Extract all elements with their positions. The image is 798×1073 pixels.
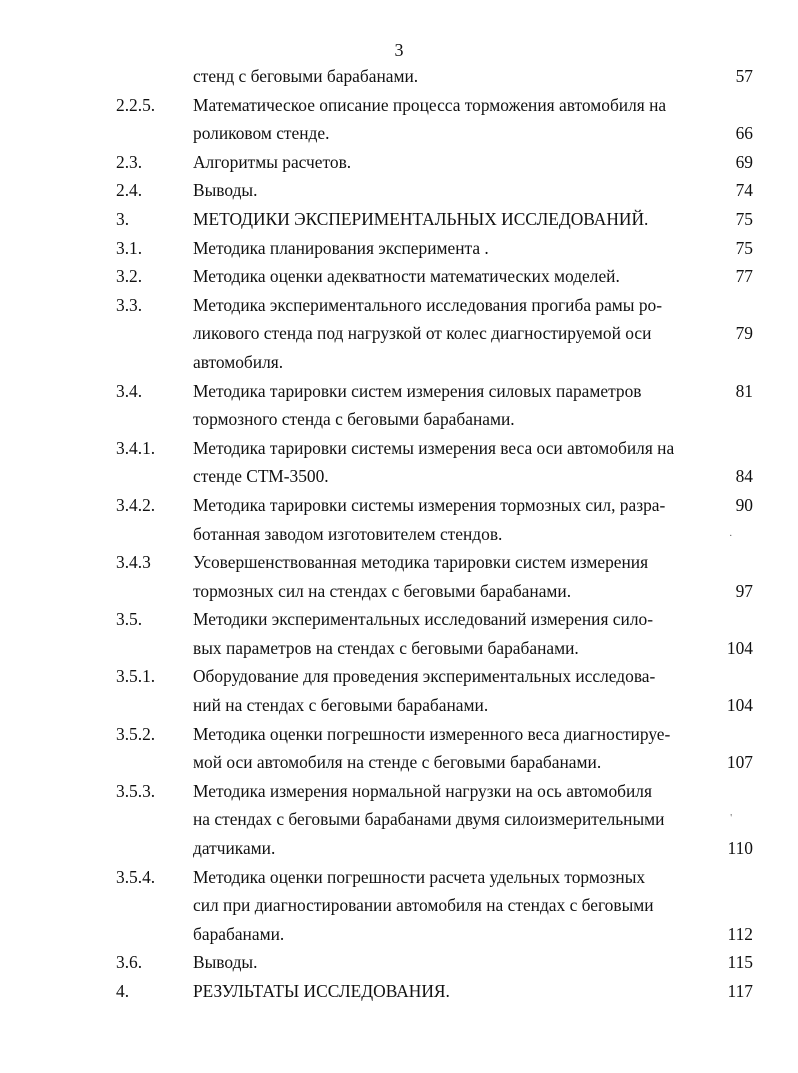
section-title: Оборудование для проведения экспериментальных исследова-	[193, 666, 656, 687]
toc-line	[0, 520, 798, 549]
page-reference: 69	[735, 151, 753, 172]
toc-line	[0, 920, 798, 949]
toc-line	[0, 62, 798, 91]
section-title: ликового стенда под нагрузкой от колес диагностируемой оси	[193, 323, 652, 344]
toc-line	[0, 434, 798, 463]
page-reference: 110	[727, 838, 753, 859]
page-reference: 75	[735, 237, 753, 258]
stray-mark: '	[730, 813, 732, 825]
toc-line	[0, 462, 798, 491]
toc-line	[0, 205, 798, 234]
toc-line	[0, 605, 798, 634]
section-title: ний на стендах с беговыми барабанами.	[193, 695, 489, 716]
section-number: 2.2.5.	[116, 94, 156, 115]
toc-line	[0, 634, 798, 663]
section-number: 3.6.	[116, 952, 143, 973]
toc-line	[0, 834, 798, 863]
section-title: Методика оценки погрешности измеренного веса диагностируе-	[193, 723, 671, 744]
page-reference: 112	[727, 923, 753, 944]
toc-line	[0, 377, 798, 406]
page-reference: 90	[735, 494, 753, 515]
page-reference: 81	[735, 380, 753, 401]
section-number: 3.5.4.	[116, 866, 156, 887]
toc-line	[0, 91, 798, 120]
toc-line	[0, 148, 798, 177]
page-reference: 74	[735, 180, 753, 201]
page-reference: 107	[726, 752, 753, 773]
section-number: 3.3.	[116, 294, 143, 315]
section-title: роликовом стенде.	[193, 123, 330, 144]
section-title: РЕЗУЛЬТАТЫ ИССЛЕДОВАНИЯ.	[193, 981, 450, 1001]
toc-line	[0, 805, 798, 834]
section-title: Методика планирования эксперимента .	[193, 237, 489, 258]
section-number: 3.4.2.	[116, 494, 156, 515]
section-number: 3.5.1.	[116, 666, 156, 687]
toc-line	[0, 691, 798, 720]
page-reference: 57	[735, 66, 753, 86]
section-title: Методика измерения нормальной нагрузки на ось автомобиля	[193, 780, 652, 801]
section-title: тормозных сил на стендах с беговыми барабанами.	[193, 580, 572, 601]
toc-line	[0, 720, 798, 749]
section-title: стенде СТМ-3500.	[193, 466, 329, 487]
stray-mark: .	[729, 527, 732, 539]
section-title: на стендах с беговыми барабанами двумя силоизмерительными	[193, 809, 665, 830]
toc-line	[0, 548, 798, 577]
toc-line	[0, 405, 798, 434]
section-title: мой оси автомобиля на стенде с беговыми барабанами.	[193, 752, 602, 773]
page-reference: 117	[727, 981, 753, 1001]
section-title: Методики экспериментальных исследований измерения сило-	[193, 609, 654, 630]
section-title: датчиками.	[193, 838, 276, 859]
toc-line	[0, 319, 798, 348]
section-title: ботанная заводом изготовителем стендов.	[193, 523, 503, 544]
section-number: 3.	[116, 208, 130, 229]
page-reference: 97	[735, 580, 753, 601]
page-reference: 79	[735, 323, 753, 344]
section-number: 3.5.2.	[116, 723, 156, 744]
page-reference: 66	[735, 123, 753, 144]
section-number: 3.2.	[116, 266, 143, 287]
toc-line	[0, 291, 798, 320]
section-title: МЕТОДИКИ ЭКСПЕРИМЕНТАЛЬНЫХ ИССЛЕДОВАНИЙ.	[193, 208, 649, 229]
section-number: 2.3.	[116, 151, 143, 172]
section-title: вых параметров на стендах с беговыми барабанами.	[193, 637, 579, 658]
toc-line	[0, 119, 798, 148]
toc-line	[0, 262, 798, 291]
section-title: автомобиля.	[193, 351, 284, 372]
section-title: Выводы.	[193, 952, 258, 973]
section-title: Методика экспериментального исследования прогиба рамы ро-	[193, 294, 663, 315]
section-title: Алгоритмы расчетов.	[193, 151, 352, 172]
section-number: 2.4.	[116, 180, 143, 201]
section-number: 3.4.	[116, 380, 143, 401]
toc-line	[0, 948, 798, 977]
toc-line	[0, 777, 798, 806]
section-title: Методика оценки погрешности расчета удельных тормозных	[193, 866, 646, 887]
section-number: 3.5.	[116, 609, 143, 630]
section-number: 3.1.	[116, 237, 143, 258]
toc-line	[0, 577, 798, 606]
section-title: стенд с беговыми барабанами.	[193, 66, 419, 86]
section-title: Методика тарировки систем измерения силовых параметров	[193, 380, 642, 401]
section-number: 3.4.1.	[116, 437, 156, 458]
page-number: 3	[394, 40, 404, 60]
section-title: сил при диагностировании автомобиля на стендах с беговыми	[193, 895, 654, 916]
toc-line	[0, 348, 798, 377]
page-reference: 84	[735, 466, 753, 487]
toc-line	[0, 491, 798, 520]
page-reference: 115	[727, 952, 753, 973]
section-title: тормозного стенда с беговыми барабанами.	[193, 409, 515, 430]
section-number: 3.4.3	[116, 552, 151, 573]
toc-line	[0, 748, 798, 777]
section-title: Методика тарировки системы измерения веса оси автомобиля на	[193, 437, 675, 458]
section-title: барабанами.	[193, 923, 285, 944]
section-title: Методика тарировки системы измерения тормозных сил, разра-	[193, 494, 666, 515]
section-title: Методика оценки адекватности математических моделей.	[193, 266, 620, 287]
section-title: Выводы.	[193, 180, 258, 201]
section-number: 3.5.3.	[116, 780, 156, 801]
page-reference: 104	[726, 637, 753, 658]
toc-line	[0, 977, 798, 1006]
toc-line	[0, 234, 798, 263]
section-title: Усовершенствованная методика тарировки систем измерения	[193, 552, 649, 573]
toc-line	[0, 863, 798, 892]
section-number: 4.	[116, 981, 130, 1001]
toc-line	[0, 662, 798, 691]
toc-line	[0, 176, 798, 205]
toc-line	[0, 891, 798, 920]
page-reference: 75	[735, 208, 753, 229]
section-title: Математическое описание процесса торможения автомобиля на	[193, 94, 667, 115]
table-of-contents	[0, 62, 798, 1006]
page-reference: 77	[735, 266, 753, 287]
page-reference: 104	[726, 695, 753, 716]
